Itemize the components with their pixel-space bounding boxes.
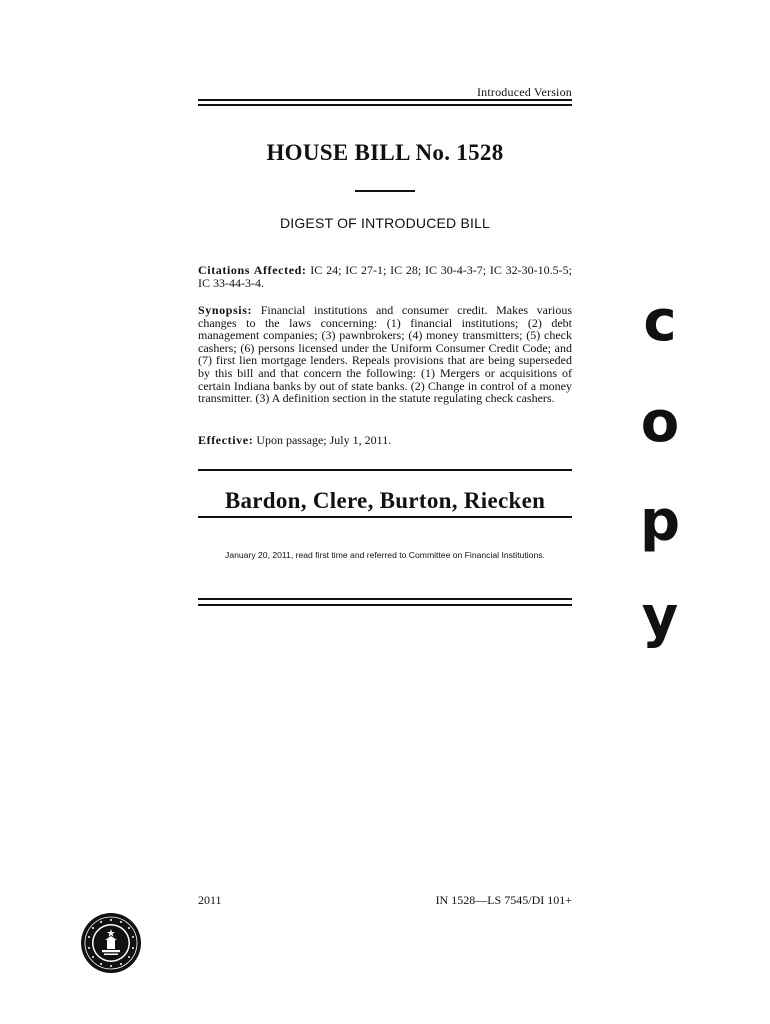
sponsors-rule-bottom (198, 516, 572, 518)
citations-text: IC 24; IC 27-1; IC 28; IC 30-4-3-7; IC 32-30-10.5-5; IC 33-44-3-4. (198, 263, 572, 290)
footer-identifier: IN 1528—LS 7545/DI 101+ (435, 893, 572, 907)
sponsors-names: Bardon, Clere, Burton, Riecken (224, 488, 546, 513)
version-label: Introduced Version (476, 85, 572, 99)
effective-label: Effective: (198, 433, 254, 447)
citations-label: Citations Affected: (198, 263, 307, 277)
effective-text: Upon passage; July 1, 2011. (256, 433, 392, 447)
synopsis-label: Synopsis: (198, 303, 253, 317)
end-rule-bottom (198, 604, 572, 606)
end-rule-top (198, 598, 572, 600)
bill-title: HOUSE BILL No. 1528 (266, 140, 504, 165)
synopsis-text: Financial institutions and consumer credit. Makes various changes to the laws concerning: (1) financial institutions; (2) debt management companies; (3) pawnbrokers; (4) money transmitters; (5) check cashers; (6) persons licensed under the Uniform Consumer Credit Code; and (7) first lien mortgage lenders. Repeals provisions that are being superseded by this bill and that concern the following: (1) Mergers or acquisitions of certain Indiana banks by out of state banks. (2) Change in control of a money transmitter. (3) A definition section in the statute regulating check cashers. (198, 303, 572, 406)
citations-paragraph (198, 264, 572, 289)
copy-watermark-letter-o: o (640, 390, 680, 455)
state-seal-icon (80, 912, 142, 974)
copy-watermark-letter-p: p (639, 489, 681, 554)
footer-year: 2011 (198, 893, 222, 907)
sponsors-rule-top (198, 469, 572, 471)
synopsis-paragraph (198, 304, 572, 405)
header-rule-top (198, 99, 572, 101)
effective-paragraph (198, 434, 572, 447)
title-dash (355, 190, 415, 192)
bill-status: January 20, 2011, read first time and referred to Committee on Financial Institutions. (225, 550, 545, 560)
header-rule-bottom (198, 104, 572, 106)
copy-watermark-letter-y: y (641, 585, 679, 650)
digest-heading: DIGEST OF INTRODUCED BILL (279, 215, 491, 231)
copy-watermark-letter-c: c (643, 289, 677, 354)
